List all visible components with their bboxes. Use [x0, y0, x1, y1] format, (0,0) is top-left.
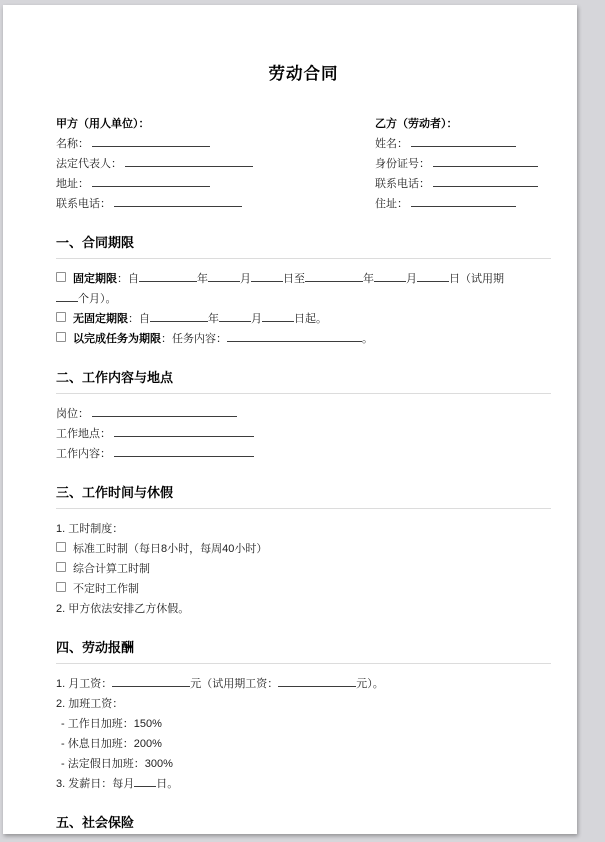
text-segment: 。 — [362, 333, 373, 345]
text-segment: ：任务内容： — [161, 333, 227, 345]
option-fixed-term-line2 — [56, 289, 551, 309]
section-work-content — [56, 367, 551, 464]
option-label: 无固定期限 — [73, 313, 128, 325]
blank-open-month[interactable] — [219, 309, 251, 322]
section-remuneration — [56, 637, 551, 794]
blank-end-day[interactable] — [417, 269, 449, 282]
blank-party-a-phone[interactable] — [114, 194, 242, 207]
text-segment: 日至 — [283, 273, 305, 285]
section-body-contract-term — [56, 269, 551, 349]
option-fixed-term-line1 — [56, 269, 551, 289]
party-a-field-phone — [56, 194, 375, 214]
party-a-field-name — [56, 134, 375, 154]
text-segment: 1. 月工资： — [56, 678, 113, 690]
checkbox-open-term[interactable] — [56, 312, 66, 322]
blank-start-year[interactable] — [139, 269, 197, 282]
section-body-working-hours — [56, 519, 551, 619]
checkbox-comprehensive-hours[interactable] — [56, 562, 66, 572]
salary-line — [56, 674, 551, 694]
blank-position[interactable] — [92, 404, 237, 417]
checkbox-flexible-hours[interactable] — [56, 582, 66, 592]
overtime-weekday — [56, 714, 551, 734]
checkbox-fixed-term[interactable] — [56, 272, 66, 282]
contract-page — [3, 5, 577, 834]
payday-line — [56, 774, 551, 794]
field-label: 联系电话： — [56, 198, 111, 210]
field-label: 岗位： — [56, 408, 89, 420]
field-work-duties — [56, 444, 551, 464]
party-b-field-address — [375, 194, 551, 214]
text-segment: 月 — [251, 313, 262, 325]
party-a-heading: 甲方（用人单位）： — [56, 118, 150, 130]
text-segment: 个月）。 — [78, 293, 117, 305]
parties-block — [56, 114, 551, 214]
blank-party-a-legal-rep[interactable] — [125, 154, 253, 167]
text-segment: 元（试用期工资： — [190, 678, 279, 690]
text-segment: ：自 — [128, 313, 150, 325]
party-a-field-legal-rep — [56, 154, 375, 174]
blank-party-b-id-number[interactable] — [433, 154, 538, 167]
party-b-field-id-number — [375, 154, 551, 174]
section-body-remuneration — [56, 674, 551, 794]
overtime-item-rate: 150% — [133, 718, 162, 730]
field-label: 联系电话： — [375, 178, 430, 190]
blank-party-b-address[interactable] — [411, 194, 516, 207]
party-a-field-address — [56, 174, 375, 194]
option-label: 标准工时制（每日8小时，每周40小时） — [73, 543, 268, 555]
hours-system-label: 1. 工时制度： — [56, 523, 124, 535]
text-segment: 年 — [363, 273, 374, 285]
option-label: 固定期限 — [73, 273, 117, 285]
text-segment: 年 — [208, 313, 219, 325]
blank-probation-months[interactable] — [56, 289, 78, 302]
section-heading-contract-term: 一、合同期限 — [56, 232, 551, 259]
party-b-column — [375, 114, 551, 214]
blank-open-year[interactable] — [150, 309, 208, 322]
overtime-item-rate: 300% — [144, 758, 173, 770]
option-flexible-hours — [56, 579, 551, 599]
checkbox-standard-hours[interactable] — [56, 542, 66, 552]
checkbox-task-term[interactable] — [56, 332, 66, 342]
field-label: 地址： — [56, 178, 89, 190]
option-label: 以完成任务为期限 — [73, 333, 161, 345]
overtime-label: 2. 加班工资： — [56, 698, 124, 710]
section-working-hours — [56, 482, 551, 619]
option-open-term-line — [56, 309, 551, 329]
field-work-location — [56, 424, 551, 444]
field-label: 身份证号： — [375, 158, 430, 170]
section-heading-remuneration: 四、劳动报酬 — [56, 637, 551, 664]
overtime-item-label: - 休息日加班： — [61, 738, 134, 750]
field-label: 住址： — [375, 198, 408, 210]
blank-probation-salary[interactable] — [278, 674, 356, 687]
document-title: 劳动合同 — [268, 65, 339, 83]
text-segment: 日。 — [156, 778, 179, 790]
option-comprehensive-hours — [56, 559, 551, 579]
field-label: 名称： — [56, 138, 89, 150]
blank-start-month[interactable] — [208, 269, 240, 282]
blank-monthly-salary[interactable] — [112, 674, 190, 687]
option-label: 不定时工作制 — [73, 583, 139, 595]
blank-party-a-name[interactable] — [92, 134, 210, 147]
blank-start-day[interactable] — [251, 269, 283, 282]
section-heading-social-insurance: 五、社会保险 — [56, 812, 551, 834]
section-body-work-content — [56, 404, 551, 464]
text-segment: 月 — [406, 273, 417, 285]
field-position — [56, 404, 551, 424]
field-label: 姓名： — [375, 138, 408, 150]
overtime-item-label: - 工作日加班： — [61, 718, 134, 730]
overtime-holiday — [56, 754, 551, 774]
section-contract-term — [56, 232, 551, 349]
blank-work-duties[interactable] — [114, 444, 254, 457]
text-segment: 月 — [240, 273, 251, 285]
party-b-field-phone — [375, 174, 551, 194]
blank-end-month[interactable] — [374, 269, 406, 282]
blank-end-year[interactable] — [305, 269, 363, 282]
text-segment: 元）。 — [356, 678, 384, 690]
text-segment: 日起。 — [294, 313, 327, 325]
blank-party-a-address[interactable] — [92, 174, 210, 187]
overtime-item-label: - 法定假日加班： — [61, 758, 145, 770]
text-segment: 年 — [197, 273, 208, 285]
section-heading-work-content: 二、工作内容与地点 — [56, 367, 551, 394]
blank-payday[interactable] — [134, 774, 156, 787]
blank-open-day[interactable] — [262, 309, 294, 322]
blank-task-content[interactable] — [227, 329, 362, 342]
option-label: 综合计算工时制 — [73, 563, 150, 575]
field-label: 工作地点： — [56, 428, 111, 440]
option-task-term-line — [56, 329, 551, 349]
blank-party-b-phone[interactable] — [433, 174, 538, 187]
text-segment: ：自 — [117, 273, 139, 285]
blank-party-b-name[interactable] — [411, 134, 516, 147]
section-heading-working-hours: 三、工作时间与休假 — [56, 482, 551, 509]
text-segment: 3. 发薪日：每月 — [56, 778, 135, 790]
leave-clause: 2. 甲方依法安排乙方休假。 — [56, 603, 190, 615]
party-a-column — [56, 114, 375, 214]
option-standard-hours — [56, 539, 551, 559]
blank-work-location[interactable] — [114, 424, 254, 437]
field-label: 法定代表人： — [56, 158, 122, 170]
party-b-heading: 乙方（劳动者）： — [375, 118, 458, 130]
overtime-restday — [56, 734, 551, 754]
party-b-field-name — [375, 134, 551, 154]
section-social-insurance — [56, 812, 551, 834]
field-label: 工作内容： — [56, 448, 111, 460]
text-segment: 日（试用期 — [449, 273, 504, 285]
overtime-item-rate: 200% — [133, 738, 162, 750]
